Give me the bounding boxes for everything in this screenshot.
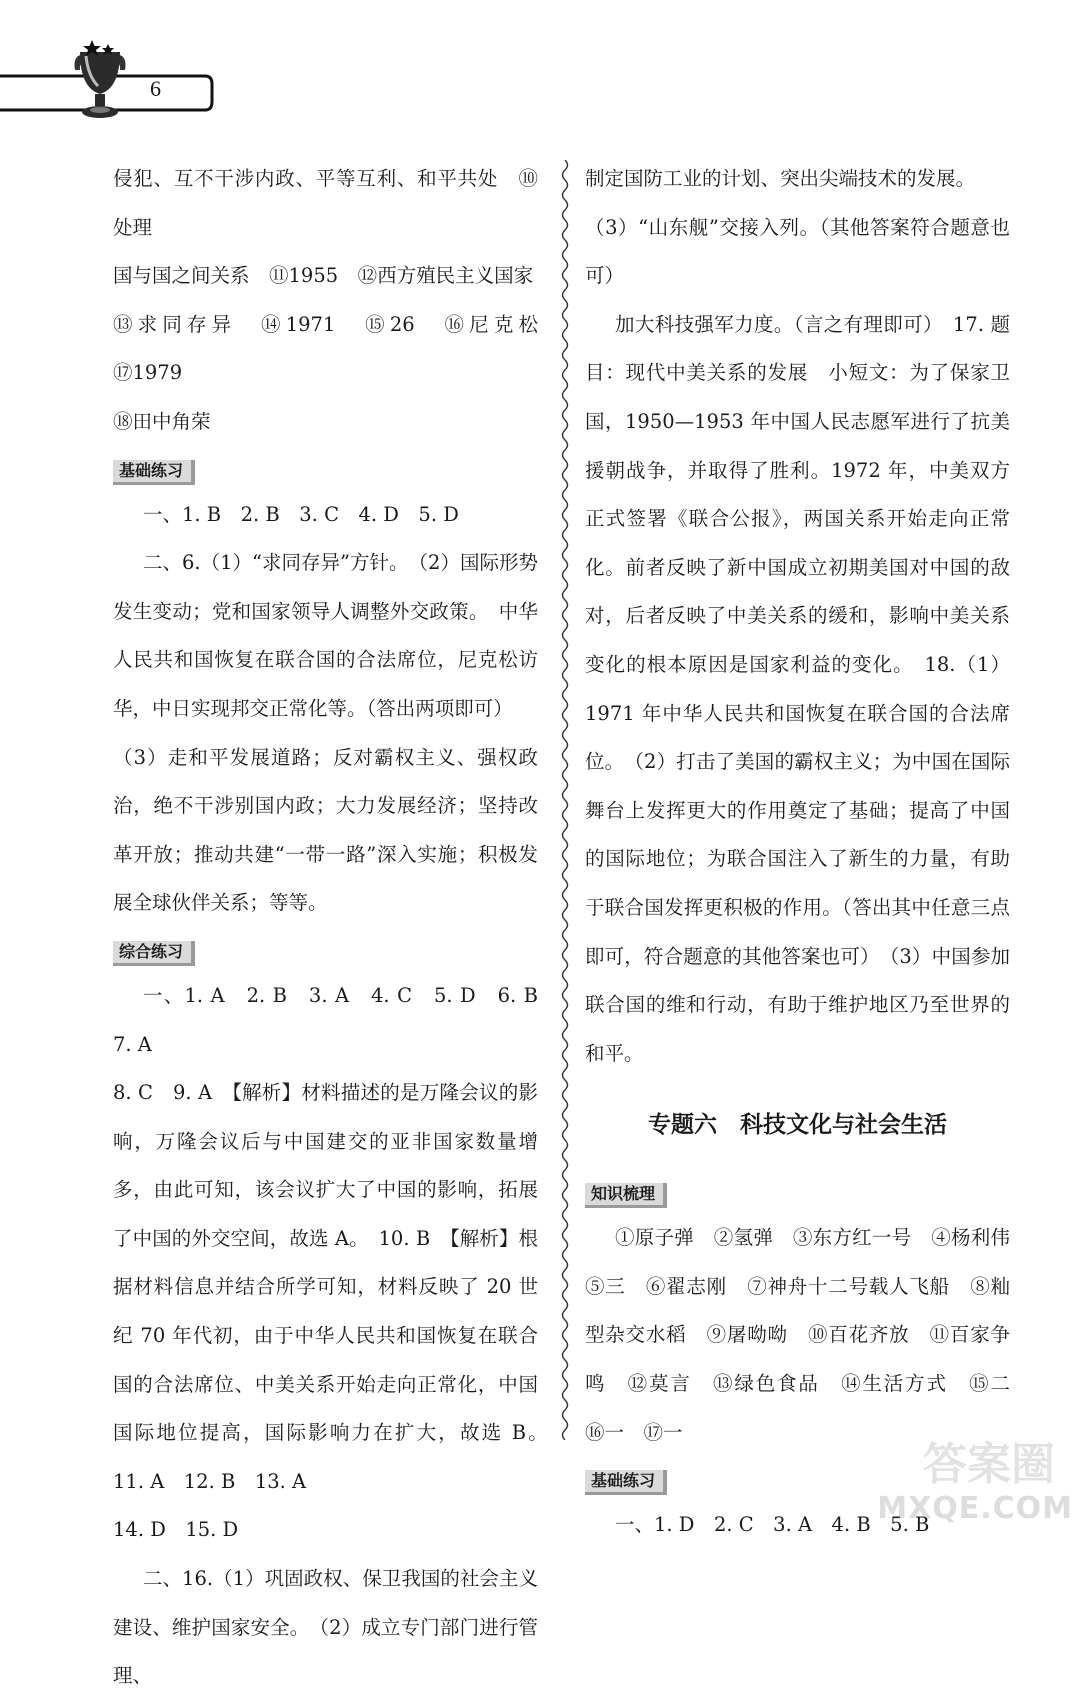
answer-line: （3）“山东舰”交接入列。（其他答案符合题意也可） (585, 215, 1010, 288)
intro-line: ⑱田中角荣 (113, 409, 211, 433)
answer-line: 一、1. B 2. B 3. C 4. D 5. D (143, 502, 459, 526)
page-number: 6 (150, 76, 161, 101)
watermark-logo-text: 答案圈 (923, 1439, 1055, 1490)
basic-practice-tag: 基础练习 (585, 1470, 667, 1495)
intro-line: ⑬求同存异 ⑭1971 ⑮26 ⑯尼克松 ⑰1979 (113, 312, 558, 385)
answer-paragraph: 二、16.（1）巩固政权、保卫我国的社会主义建设、维护国家安全。 （2）成立专门部门进行管理、 (113, 1567, 538, 1688)
answer-line: 一、1. D 2. C 3. A 4. B 5. B (615, 1513, 930, 1537)
answer-line: 14. D 15. D (113, 1518, 239, 1542)
intro-line: 侵犯、互不干涉内政、平等互利、和平共处 ⑩处理 (113, 167, 538, 239)
trophy-icon (74, 52, 125, 118)
knowledge-paragraph: ①原子弹 ②氢弹 ③东方红一号 ④杨利伟 ⑤三 ⑥翟志刚 ⑦神舟十二号载人飞船 ⑧籼型杂交水稻 ⑨屠呦呦 ⑩百花齐放 ⑪百家争鸣 ⑫莫言 ⑬绿色食品 ⑭生活方式 ⑮二 ⑯一 ⑰一 (585, 1226, 1030, 1444)
watermark-url: MXQE.COM (877, 1491, 1073, 1526)
answer-paragraph: （3）走和平发展道路；反对霸权主义、强权政治，绝不干涉别国内政；大力发展经济；坚持改革开放；推动共建“一带一路”深入实施；积极发展全球伙伴关系；等等。 (113, 745, 538, 915)
answer-paragraph: 二、6.（1）“求同存异”方针。 （2）国际形势发生变动；党和国家领导人调整外交政策。 中华人民共和国恢复在联合国的合法席位，尼克松访华，中日实现邦交正常化等。（答出两项即可） (113, 551, 538, 720)
knowledge-review-tag: 知识梳理 (585, 1183, 667, 1208)
column-divider (558, 160, 572, 1440)
page-header (0, 40, 230, 130)
watermark (873, 1436, 1073, 1526)
answer-paragraph: 加大科技强军力度。（言之有理即可） 17. 题目：现代中美关系的发展 小短文：为了保家卫国，1950—1953 年中国人民志愿军进行了抗美援朝战争，并取得了胜利。1972 年，中美双方正式签署《联合公报》，两国关系开始走向正常化。前者反映了新中国成立初期美国对中国的敌对，后者反映了中美关系的缓和，影响中美关系变化的根本原因是国家利益的变化。 18.（1）1971 年中华人民共和国恢复在联合国的合法席位。 （2）打击了美国的霸权主义；为中国在国际舞台上发挥更大的作用奠定了基础；提高了中国的国际地位；为联合国注入了新生的力量，有助于联合国发挥更积极的作用。（答出其中任意三点即可，符合题意的其他答案也可） （3）中国参加联合国的维和行动，有助于维护地区乃至世界的和平。 (585, 312, 1010, 1065)
comprehensive-practice-tag: 综合练习 (113, 941, 195, 966)
answer-line: 制定国防工业的计划、突出尖端技术的发展。 (585, 167, 976, 190)
answer-line: 一、1. A 2. B 3. A 4. C 5. D 6. B 7. A (113, 983, 558, 1056)
answer-paragraph: 8. C 9. A 【解析】材料描述的是万隆会议的影响，万隆会议后与中国建交的亚非国家数量增多，由此可知，该会议扩大了中国的影响，拓展了中国的外交空间，故选 A。 10. B 【解析】根据材料信息并结合所学可知，材料反映了 20 世纪 70 年代初，由于中华人民共和国恢复在联合国的合法席位、中美关系开始走向正常化，中国国际地位提高，国际影响力在扩大，故选 B。 11. A 12. B 13. A (113, 1081, 558, 1493)
basic-practice-tag: 基础练习 (113, 460, 195, 485)
header-frame (0, 40, 230, 130)
right-column (585, 155, 1030, 1550)
left-column (113, 155, 558, 1701)
section-title: 专题六 科技文化与社会生活 (648, 1112, 947, 1139)
intro-line: 国与国之间关系 ⑪1955 ⑫西方殖民主义国家 (113, 264, 534, 288)
